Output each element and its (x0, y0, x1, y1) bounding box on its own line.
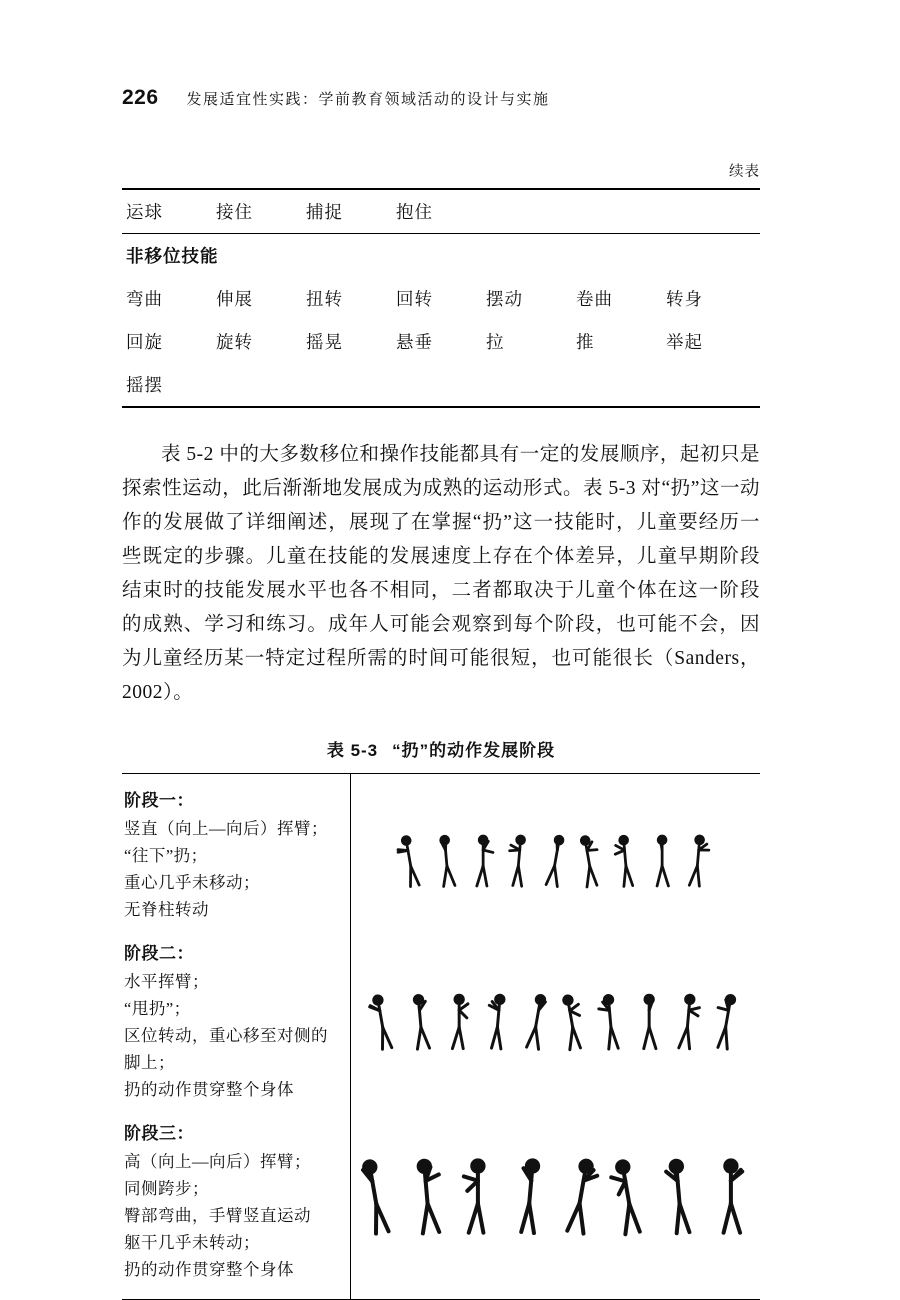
table-cell: 伸展 (216, 289, 253, 309)
stage-3-title: 阶段三： (124, 1124, 194, 1143)
table-cell (486, 372, 576, 397)
child-figure (658, 1156, 705, 1240)
table-cell (666, 372, 756, 397)
stage-line: 区位转动，重心移至对侧的脚上； (124, 1026, 328, 1072)
table-cell: 弯曲 (126, 289, 163, 309)
stage-line: 重心几乎未移动； (124, 873, 260, 892)
stage-2-block (124, 939, 342, 1103)
table-row (122, 363, 760, 406)
child-figure (396, 833, 429, 891)
child-figure (633, 992, 668, 1054)
table-cell: 旋转 (216, 332, 253, 352)
child-figure (456, 1156, 503, 1240)
stage-line: 水平挥臂； (124, 972, 209, 991)
table-cell: 运球 (126, 202, 163, 222)
stage-line: “往下”扔； (124, 846, 208, 865)
stage-2-throwing-sequence-illustration (355, 992, 756, 1054)
table-cell: 抱住 (396, 202, 433, 222)
table-row (122, 320, 760, 363)
continued-table-note: 续表 (729, 164, 760, 180)
stage-line: 无脊柱转动 (124, 900, 209, 919)
child-figure (709, 992, 744, 1054)
table-cell (216, 372, 306, 397)
skills-table-continued (122, 188, 760, 408)
table-section-header: 非移位技能 (126, 246, 219, 266)
table53-caption-label: 表 5-3 (326, 741, 379, 760)
table-cell: 接住 (216, 202, 253, 222)
stage-2-title: 阶段二： (124, 944, 194, 963)
running-head (122, 86, 760, 110)
table-row (122, 277, 760, 320)
table-cell (666, 199, 756, 224)
table-cell (396, 372, 486, 397)
child-figure (405, 992, 440, 1054)
stage-line: 同侧跨步； (124, 1179, 209, 1198)
stage-line: 臀部弯曲，手臂竖直运动 (124, 1206, 311, 1225)
table-cell (576, 372, 666, 397)
book-title: 发展适宜性实践：学前教育领域活动的设计与实施 (186, 92, 550, 108)
table-cell (576, 199, 666, 224)
table-cell: 回旋 (126, 332, 163, 352)
stage-line: 竖直（向上—向后）挥臂； (124, 819, 328, 838)
table53-caption (122, 736, 760, 761)
page-number: 226 (122, 86, 159, 109)
child-figure (481, 992, 516, 1054)
table-cell: 举起 (666, 332, 703, 352)
child-figure (611, 833, 644, 891)
body-paragraph: 表 5-2 中的大多数移位和操作技能都具有一定的发展顺序，起初只是探索性运动，此后渐渐地发展成为成熟的运动形式。表 5-3 对“扔”这一动作的发展做了详细阐述，展现了在掌握“扔”这一技能时，儿童要经历一些既定的步骤。儿童在技能的发展速度上存在个体差异，儿童早期阶段结束时的技能发展水平也各不相同，二者都取决于儿童个体在这一阶段的成熟、学习和练习。成年人可能会观察到每个阶段，也可能不会，因为儿童经历某一特定过程所需的时间可能很短，也可能很长（Sanders，2002）。 (122, 444, 760, 703)
child-figure (519, 992, 554, 1054)
stage-line: 躯干几乎未转动； (124, 1233, 260, 1252)
table-cell (306, 372, 396, 397)
stage-line: 扔的动作贯穿整个身体 (124, 1260, 294, 1279)
child-figure (507, 1156, 554, 1240)
table-row (122, 190, 760, 234)
stage-line: 扔的动作贯穿整个身体 (124, 1080, 294, 1099)
table-cell (486, 199, 576, 224)
table53-caption-title: “扔”的动作发展阶段 (392, 741, 556, 760)
child-figure (575, 833, 608, 891)
table-cell: 扭转 (306, 289, 343, 309)
child-figure (557, 992, 592, 1054)
child-figure (682, 833, 715, 891)
child-figure (468, 833, 501, 891)
child-figure (557, 1156, 604, 1240)
stage-3-block (124, 1119, 342, 1283)
table-cell: 悬垂 (396, 332, 433, 352)
table-cell: 卷曲 (576, 289, 613, 309)
child-figure (595, 992, 630, 1054)
child-figure (503, 833, 536, 891)
stage-1-title: 阶段一： (124, 791, 194, 810)
stage-3-throwing-sequence-illustration (355, 1156, 756, 1240)
child-figure (539, 833, 572, 891)
table53-stages-column (122, 774, 351, 1299)
child-figure (647, 833, 680, 891)
stage-line: 高（向上—向后）挥臂； (124, 1152, 311, 1171)
child-figure (608, 1156, 655, 1240)
table-cell: 捕捉 (306, 202, 343, 222)
table-cell: 转身 (666, 289, 703, 309)
child-figure (671, 992, 706, 1054)
stage-1-throwing-sequence-illustration (355, 833, 756, 891)
table53-illustrations-column (351, 774, 760, 1299)
table-cell: 推 (576, 332, 595, 352)
stage-line: “甩扔”； (124, 999, 191, 1018)
child-figure (432, 833, 465, 891)
table-cell: 回转 (396, 289, 433, 309)
child-figure (367, 992, 402, 1054)
stage-1-block (124, 786, 342, 923)
child-figure (709, 1156, 756, 1240)
table-cell: 摇摆 (126, 375, 163, 395)
child-figure (443, 992, 478, 1054)
table-cell: 拉 (486, 332, 505, 352)
table53 (122, 773, 760, 1300)
child-figure (406, 1156, 453, 1240)
table-cell: 摆动 (486, 289, 523, 309)
child-figure (355, 1156, 402, 1240)
table-cell: 摇晃 (306, 332, 343, 352)
